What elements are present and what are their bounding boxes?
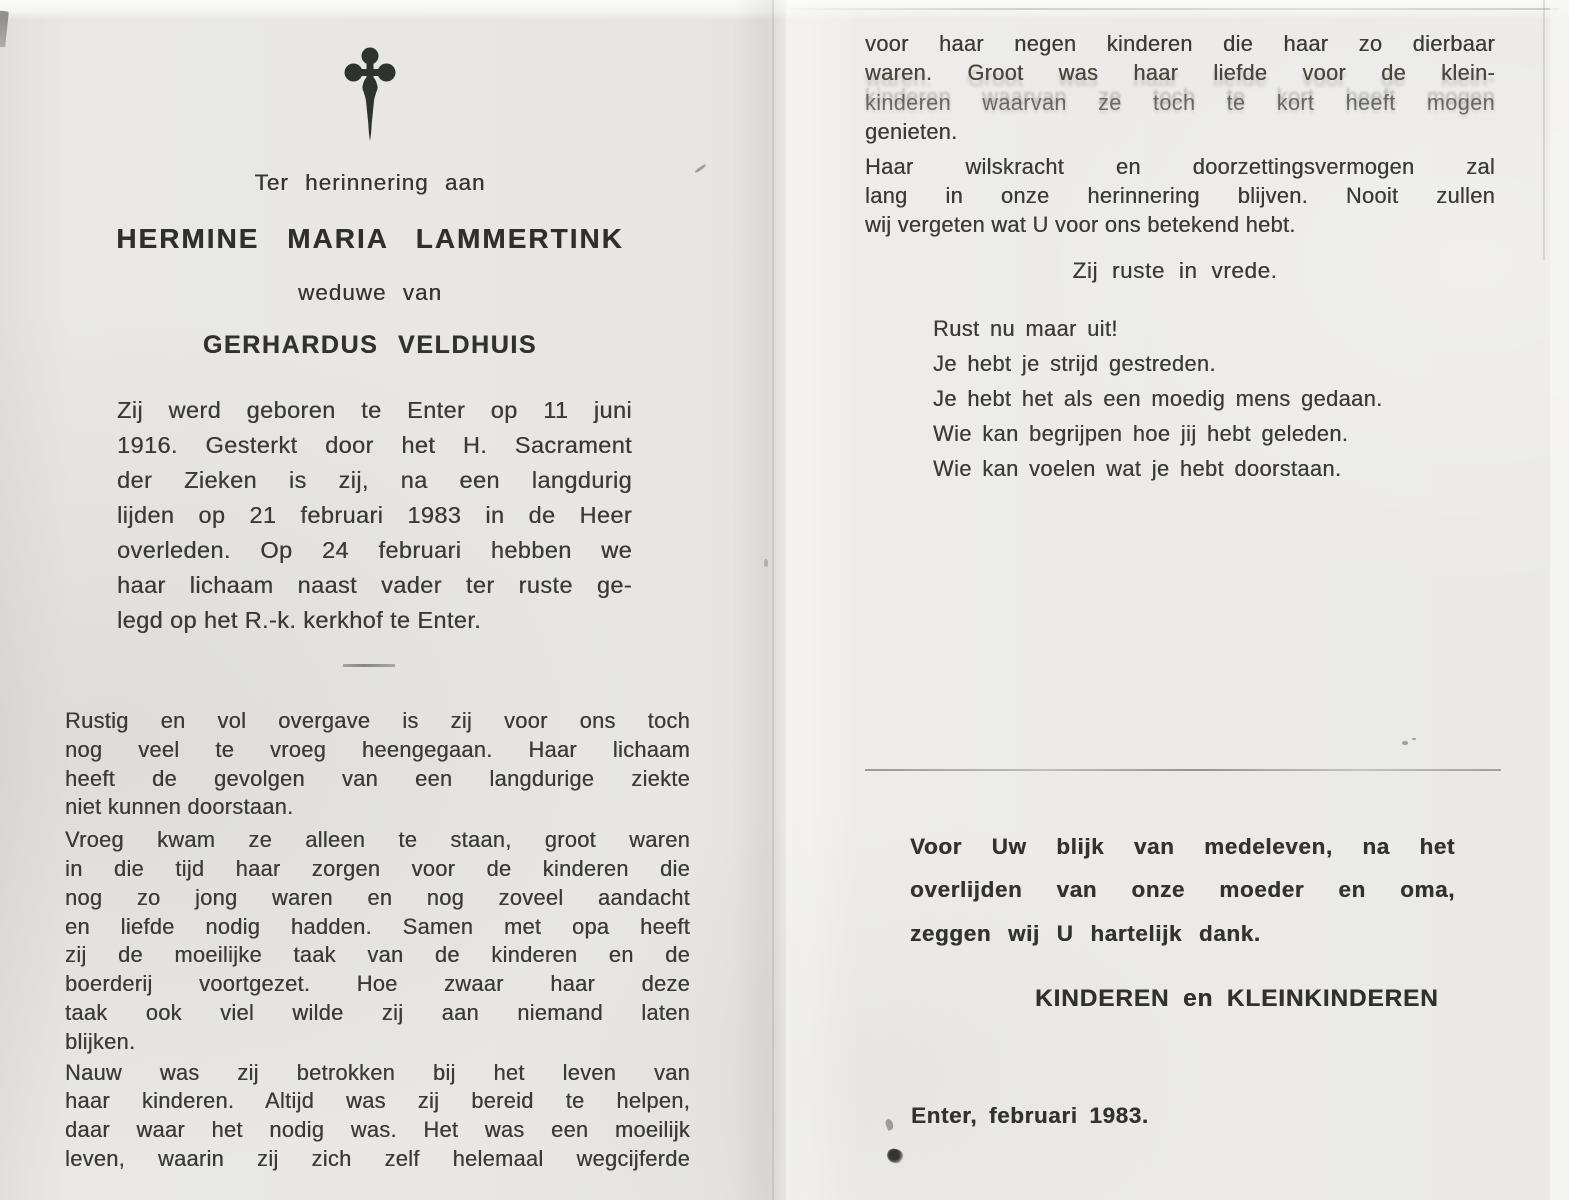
text-line: en liefde nodig hadden. Samen met opa heeft [65, 913, 690, 939]
place-date-line: Enter, februari 1983. [911, 1103, 1149, 1129]
text-line: wij vergeten wat U voor ons betekend hebt. [865, 212, 1296, 238]
text-line: genieten. [865, 119, 958, 145]
tribute-paragraph-1 [65, 707, 690, 822]
text-line: lijden op 21 februari 1983 in de Heer [117, 502, 632, 528]
text-line: daar waar het nodig was. Het was een moeilijk [65, 1117, 690, 1143]
spouse-name: GERHARDUS VELDHUIS [202, 331, 538, 359]
text-line: Zij werd geboren te Enter op 11 juni [117, 397, 632, 423]
life-record-paragraph [117, 393, 632, 638]
text-line: Voor Uw blijk van medeleven, na het [910, 833, 1455, 859]
cross-icon [341, 45, 399, 143]
text-line: voor haar negen kinderen die haar zo dierbaar [865, 31, 1495, 56]
page-fold-shadow [733, 0, 791, 1200]
text-line: haar lichaam naast vader ter ruste ge- [117, 572, 632, 598]
text-line: waren. Groot was haar liefde voor de klein- [865, 60, 1495, 86]
continuation-paragraph [865, 29, 1495, 147]
text-line: in die tijd haar zorgen voor de kinderen die [65, 855, 690, 881]
acknowledgement-paragraph [910, 825, 1455, 956]
text-line: overleden. Op 24 februari hebben we [117, 537, 632, 563]
text-line: lang in onze herinnering blijven. Nooit zullen [865, 183, 1495, 209]
text-line: niet kunnen doorstaan. [65, 794, 294, 820]
scan-speck [764, 559, 768, 567]
horizontal-rule [865, 769, 1501, 771]
memory-paragraph [865, 152, 1495, 240]
relation-label: weduwe van [297, 280, 443, 305]
scan-corner-mark [0, 11, 9, 48]
tribute-paragraph-3 [65, 1059, 690, 1174]
text-line: 1916. Gesterkt door het H. Sacrament [117, 432, 632, 458]
text-line: leven, waarin zij zich zelf helemaal wegcijferde [65, 1145, 690, 1171]
text-line: Haar wilskracht en doorzettingsvermogen zal [865, 153, 1495, 179]
text-line: Wie kan begrijpen hoe jij hebt geleden. [933, 420, 1349, 446]
text-line: Je hebt je strijd gestreden. [933, 350, 1216, 376]
text-line: zeggen wij U hartelijk dank. [910, 920, 1261, 946]
text-line: Wie kan voelen wat je hebt doorstaan. [933, 455, 1342, 481]
text-line: kinderen waarvan ze toch te kort heeft mogen [865, 89, 1495, 115]
text-line: Je hebt het als een moedig mens gedaan. [933, 385, 1383, 411]
text-line: haar kinderen. Altijd was zij bereid te helpen, [65, 1088, 690, 1114]
tribute-paragraph-2 [65, 826, 690, 1056]
memorial-header [65, 45, 675, 360]
text-line: Vroeg kwam ze alleen te staan, groot waren [65, 827, 690, 853]
scan-right-edge-line [1543, 0, 1545, 260]
rest-in-peace-line: Zij ruste in vrede. [1072, 257, 1278, 283]
text-line: zij de moeilijke taak van de kinderen en de [65, 942, 690, 968]
left-page [65, 0, 720, 1174]
text-line: Rust nu maar uit! [933, 315, 1118, 341]
text-line: nog zo jong waren en nog zoveel aandacht [65, 884, 690, 910]
signature-line: KINDEREN en KLEINKINDEREN [1035, 985, 1439, 1013]
text-line: boerderij voortgezet. Hoe zwaar haar deze [65, 971, 690, 997]
section-divider [343, 664, 395, 667]
ink-smudge [886, 1147, 906, 1164]
text-line: Nauw was zij betrokken bij het leven van [65, 1059, 690, 1085]
text-line: overlijden van onze moeder en oma, [910, 877, 1455, 903]
deceased-name: HERMINE MARIA LAMMERTINK [116, 223, 624, 254]
page-gutter-highlight [786, 0, 860, 1200]
text-line: der Zieken is zij, na een langdurig [117, 467, 632, 493]
text-line: nog veel te vroeg heengegaan. Haar lichaam [65, 736, 690, 762]
condolence-poem [933, 311, 1501, 486]
text-line: legd op het R.-k. kerkhof te Enter. [117, 607, 482, 633]
scan-right-margin [1550, 0, 1569, 1200]
text-line: Rustig en vol overgave is zij voor ons toch [65, 708, 690, 733]
in-memoriam-label: Ter herinnering aan [254, 170, 486, 195]
right-page [865, 0, 1501, 1129]
text-line: heeft de gevolgen van een langdurige ziekte [65, 765, 690, 791]
text-line: blijken. [65, 1028, 136, 1054]
page-fold-line [772, 0, 774, 1200]
text-line: taak ook viel wilde zij aan niemand laten [65, 999, 690, 1025]
